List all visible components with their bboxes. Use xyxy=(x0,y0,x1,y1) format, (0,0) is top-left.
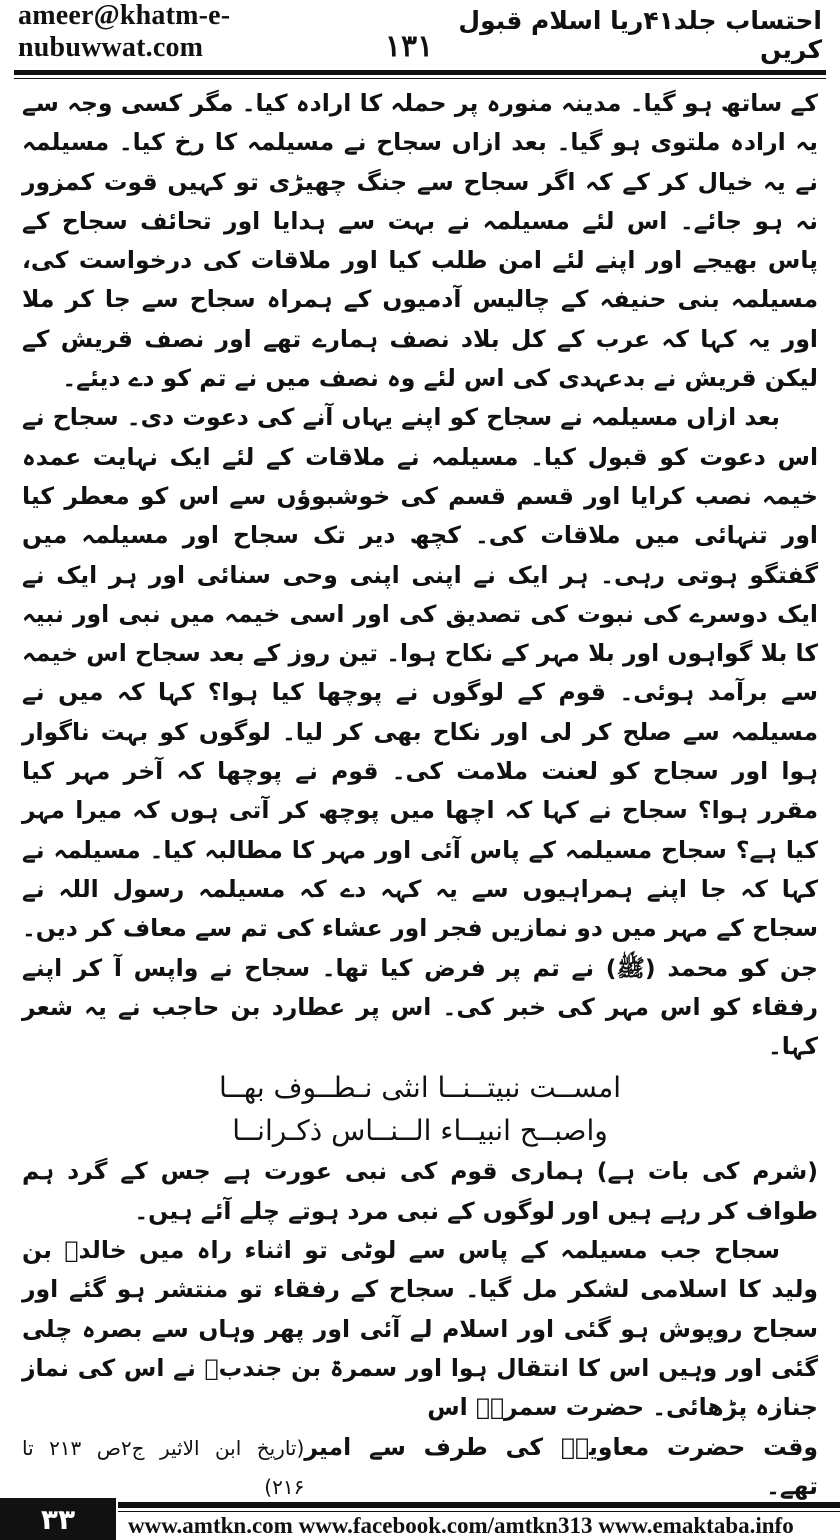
header-rule-thick xyxy=(14,70,826,75)
header-left xyxy=(18,0,433,64)
page-body xyxy=(22,84,818,1507)
closing-line xyxy=(22,1428,818,1508)
source-reference: (تاریخ ابن الاثیر ج۲ص ۲۱۳ تا ۲۱۶) xyxy=(22,1435,305,1499)
page-number: ۱۳۱ xyxy=(384,29,434,64)
footer-page-box: ۳۳ xyxy=(0,1498,116,1540)
header-rule-thin xyxy=(14,78,826,79)
running-title: احتساب جلد۴۱ریا اسلام قبول کریں xyxy=(458,6,822,64)
page-header xyxy=(18,0,822,64)
footer-rule-thick xyxy=(118,1502,840,1508)
closing-last-line: وقت حضرت معاویہؓ کی طرف سے امیر تھے۔ xyxy=(304,1432,818,1500)
verse-line-2: واصبــح انبيــاء الــنــاس ذكـرانــا xyxy=(232,1114,608,1148)
verse-translation: (شرم کی بات ہے) ہماری قوم کی نبی عورت ہے جس کے گرد ہم طواف کر رہے ہیں اور لوگوں کے نبی مرد ہوتے چلے آئے ہیں۔ xyxy=(22,1157,818,1225)
footer-links: www.amtkn.com www.facebook.com/amtkn313 www.emaktaba.info xyxy=(128,1513,794,1538)
email-address: ameer@khatm-e-nubuwwat.com xyxy=(18,0,231,63)
page-footer xyxy=(0,1498,840,1540)
paragraph-2: بعد ازاں مسیلمہ نے سجاح کو اپنے یہاں آنے کی دعوت دی۔ سجاح نے اس دعوت کو قبول کیا۔ مسیلمہ نے ملاقات کے لئے ایک نہایت عمدہ خیمہ نصب کرایا اور قسم قسم کی خوشبوؤں سے اس کو معطر کیا اور تنہائی میں ملاقات کی۔ کچھ دیر تک سجاح اور مسیلمہ میں گفتگو ہوتی رہی۔ ہر ایک نے اپنی اپنی وحی سنائی اور ہر ایک نے ایک دوسرے کی نبوت کی تصدیق کی اور اسی خیمہ میں نبی اور نبیہ کا بلا گواہوں اور بلا مہر کے نکاح ہوا۔ تین روز کے بعد سجاح اس خیمہ سے برآمد ہوئی۔ قوم کے لوگوں نے پوچھا کیا ہوا؟ کہا کہ میں نے مسیلمہ سے صلح کر لی اور نکاح بھی کر لیا۔ لوگوں کو بہت ناگوار ہوا اور سجاح کو لعنت ملامت کی۔ قوم نے پوچھا کہ آخر مہر کیا مقرر ہوا؟ سجاح نے کہا کہ اچھا میں پوچھ کر آتی ہوں کہ میرا مہر کیا ہے؟ سجاح مسیلمہ کے پاس آئی اور مہر کا مطالبہ کیا۔ مسیلمہ نے کہا کہ جا اپنے ہمراہیوں سے یہ کہہ دے کہ مسیلمہ رسول اللہ نے سجاح کے مہر میں دو نمازیں فجر اور عشاء کی تم سے معاف کر دیں۔ جن کو محمد (ﷺ) نے تم پر فرض کیا تھا۔ سجاح نے واپس آ کر اپنے رفقاء کو اس مہر کی خبر کی۔ اس پر عطارد بن حاجب نے یہ شعر کہا۔ xyxy=(22,403,818,1061)
paragraph-1: کے ساتھ ہو گیا۔ مدینہ منورہ پر حملہ کا ارادہ کیا۔ مگر کسی وجہ سے یہ ارادہ ملتوی ہو گیا۔ بعد ازاں سجاح نے مسیلمہ کا رخ کیا۔ مسیلمہ نے یہ خیال کر کے کہ اگر سجاح سے جنگ چھیڑی تو کہیں قوت کمزور نہ ہو جائے۔ اس لئے مسیلمہ نے بہت سے ہدایا اور تحائف سجاح کے پاس بھیجے اور اپنے لئے امن طلب کیا اور ملاقات کی درخواست کی، مسیلمہ بنی حنیفہ کے چالیس آدمیوں کے ہمراہ سجاح سے جا کر ملا اور یہ کہا کہ عرب کے کل بلاد نصف ہمارے تھے اور نصف قریش کے لیکن قریش نے بدعہدی کی اس لئے وہ نصف میں نے تم کو دے دیئے۔ xyxy=(22,89,818,393)
footer-rule-thin xyxy=(118,1511,840,1512)
verse-line-1: امســت نبيتــنــا انثى نـطــوف بهــا xyxy=(218,1071,622,1105)
paragraph-3: سجاح جب مسیلمہ کے پاس سے لوٹی تو اثناء راہ میں خالدؓ بن ولید کا اسلامی لشکر مل گیا۔ سجاح کے رفقاء تو منتشر ہو گئے اور سجاح روپوش ہو گئی اور اسلام لے آئی اور پھر وہاں سے بصرہ چلی گئی اور وہیں اس کا انتقال ہوا اور سمرۃ بن جندبؓ نے اس کی نماز جنازہ پڑھائی۔ حضرت سمرۃؓ اس xyxy=(22,1236,818,1422)
